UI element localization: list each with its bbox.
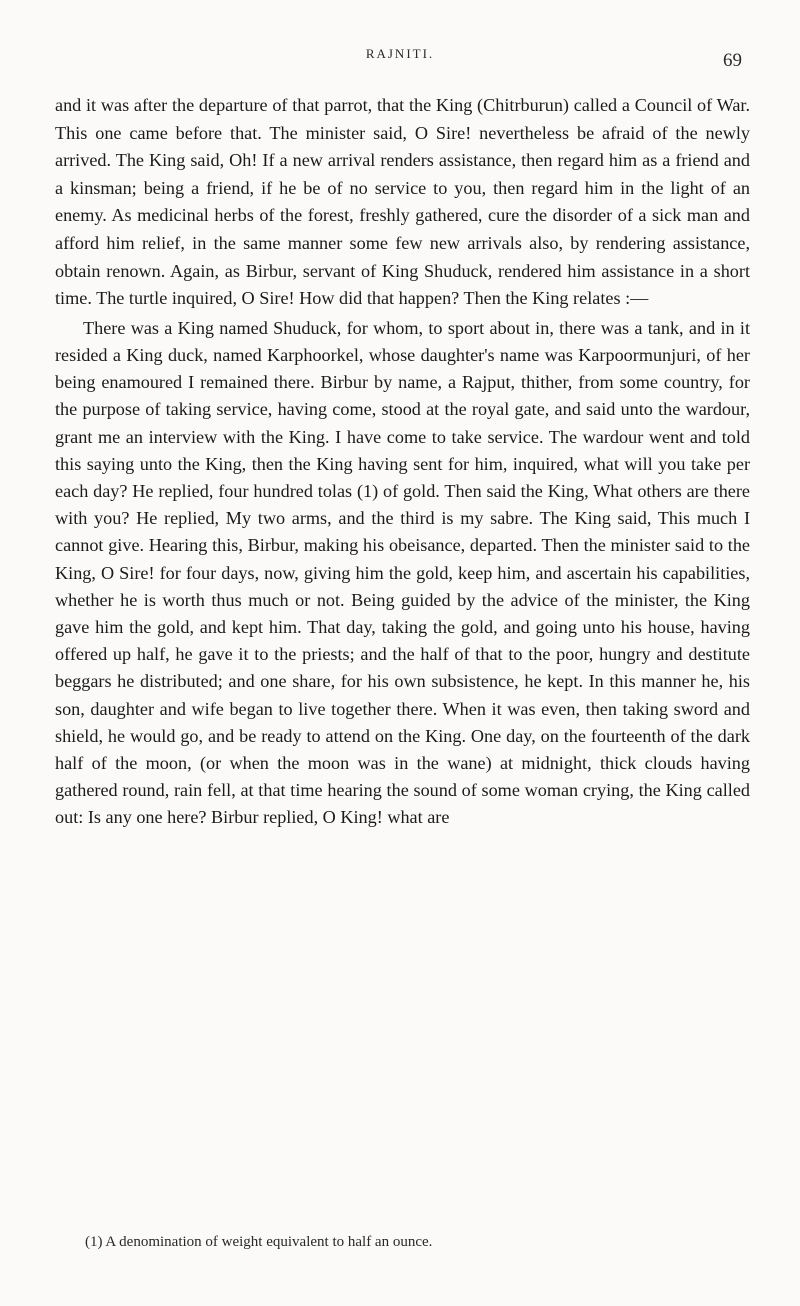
page-number: 69 [723, 50, 742, 71]
paragraph-1: and it was after the departure of that parrot, that the King (Chitrburun) called a Council of War. This one came before that. The minister said, O Sire! nevertheless be afraid of the newly arrived. The King said, Oh! If a new arrival renders assistance, then regard him as a friend and a kinsman; being a friend, if he be of no service to you, then regard him in the light of an enemy. As medicinal herbs of the forest, freshly gathered, cure the disorder of a sick man and afford him relief, in the same manner some few new arrivals also, by rendering assistance, obtain renown. Again, as Birbur, servant of King Shuduck, rendered him assistance in a short time. The turtle inquired, O Sire! How did that happen? Then the King relates :— [55, 95, 750, 309]
footnote: (1) A denomination of weight equivalent to half an ounce. [85, 1234, 433, 1250]
paragraph-2: There was a King named Shuduck, for whom, to sport about in, there was a tank, and in it resided a King duck, named Karphoorkel, whose daughter's name was Karpoormunjuri, of her being enamoured I remained there. Birbur by name, a Rajput, thither, from some country, for the purpose of taking service, having come, stood at the royal gate, and said unto the wardour, grant me an interview with the King. I have come to take service. The wardour went and told this saying unto the King, then the King having sent for him, inquired, what will you take per each day? He replied, four hundred tolas (1) of gold. Then said the King, What others are there with you? He replied, My two arms, and the third is my sabre. The King said, This much I cannot give. Hearing this, Birbur, making his obeisance, departed. Then the minister said to the King, O Sire! for four days, now, giving him the gold, keep him, and ascertain his capabilities, whether he is worth thus much or not. Being guided by the advice of the minister, the King gave him the gold, and kept him. That day, taking the gold, and going unto his house, having offered up half, he gave it to the priests; and the half of that to the poor, hungry and destitute beggars he distributed; and one share, for his own subsistence, he kept. In this manner he, his son, daughter and wife began to live together there. When it was even, then taking sword and shield, he would go, and be ready to attend on the King. One day, on the fourteenth of the dark half of the moon, (or when the moon was in the wane) at midnight, thick clouds having gathered round, rain fell, at that time hearing the sound of some woman crying, the King called out: Is any one here? Birbur replied, O King! what are [55, 317, 750, 828]
body-text [55, 92, 750, 832]
running-head: RAJNITI. [365, 46, 435, 61]
